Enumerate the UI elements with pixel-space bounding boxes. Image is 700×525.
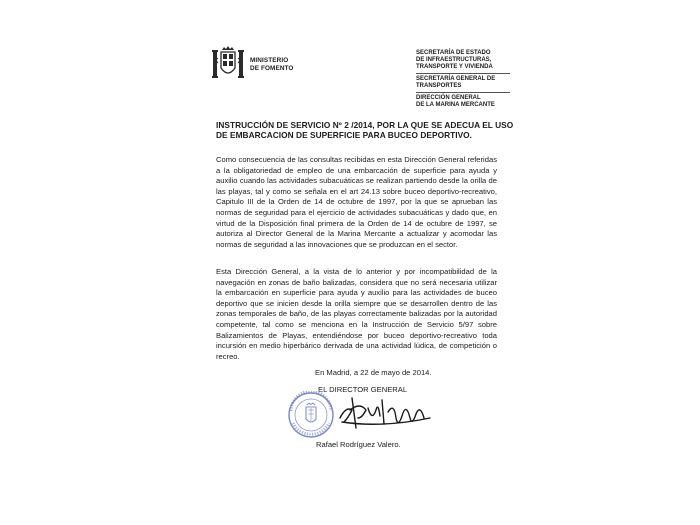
place-date: En Madrid, a 22 de mayo de 2014. [315,368,432,377]
coat-of-arms-icon [211,46,245,82]
department-header [416,50,510,113]
ministry-name [250,57,294,73]
secretaria-general [416,76,510,93]
signer-name: Rafael Rodríguez Valero. [316,440,401,449]
secretaria-general-line-2: TRANSPORTES [416,83,462,89]
signature [332,388,442,432]
secretaria-general-line-1: SECRETARÍA GENERAL DE [416,76,496,82]
title-line-2: DE EMBARCACION DE SUPERFICIE PARA BUCEO DEPORTIVO. [216,130,473,140]
title-line-1: INSTRUCCIÓN DE SERVICIO Nº 2 /2014, POR LA QUE SE ADECUA EL USO [216,120,514,130]
official-stamp-icon [287,391,335,439]
direccion-line-1: DIRECCIÓN GENERAL [416,95,481,101]
paragraph-1: Como consecuencia de las consultas recibidas en esta Dirección General referidas a la obligatoriedad de empleo de una embarcación de superficie para ayuda y auxilio cuando las actividades subacuáticas se realizan partiendo desde la orilla de las playas, tal y como se señala en el art 24.13 sobre buceo deportivo-recreativo, Capitulo III de la Orden de 14 de octubre de 1997, por la que se aprueban las normas de seguridad para el ejercicio de actividades subacuáticas y dado que, en virtud de la Disposición final primera de la Orden de 14 de octubre de 1997, se autoriza al Director General de la Marina Mercante a actualizar y acomodar las normas de seguridad a las innovaciones que se produzcan en el sector. [216,155,497,249]
secretaria-estado [416,50,510,74]
document-title [216,120,514,140]
secretaria-estado-line-1: SECRETARÍA DE ESTADO [416,50,491,56]
ministry-line-1: MINISTERIO [250,57,289,64]
ministry-line-2: DE FOMENTO [250,65,294,72]
director-title: EL DIRECTOR GENERAL [318,385,408,394]
secretaria-estado-line-3: TRANSPORTE Y VIVIENDA [416,64,493,70]
direccion-general [416,95,510,111]
secretaria-estado-line-2: DE INFRAESTRUCTURAS, [416,57,492,63]
direccion-line-2: DE LA MARINA MERCANTE [416,102,495,108]
paragraph-2: Esta Dirección General, a la vista de lo anterior y por incompatibilidad de la navegación en zonas de baño balizadas, considera que no será necesaria utilizar la embarcación en superficie para ayuda y auxilio para las actividades de buceo deportivo que se inicien desde la orilla siempre que se desarrollen dentro de las zonas temporales de baño, de las playas correctamente balizadas por la autoridad competente, tal como se menciona en la Instrucción de Servicio 5/97 sobre Balizamientos de Playas, entendiéndose por buceo deportivo-recreativo toda incursión en medio hiperbárico derivada de una actividad lúdica, de competición o recreo. [216,267,497,361]
